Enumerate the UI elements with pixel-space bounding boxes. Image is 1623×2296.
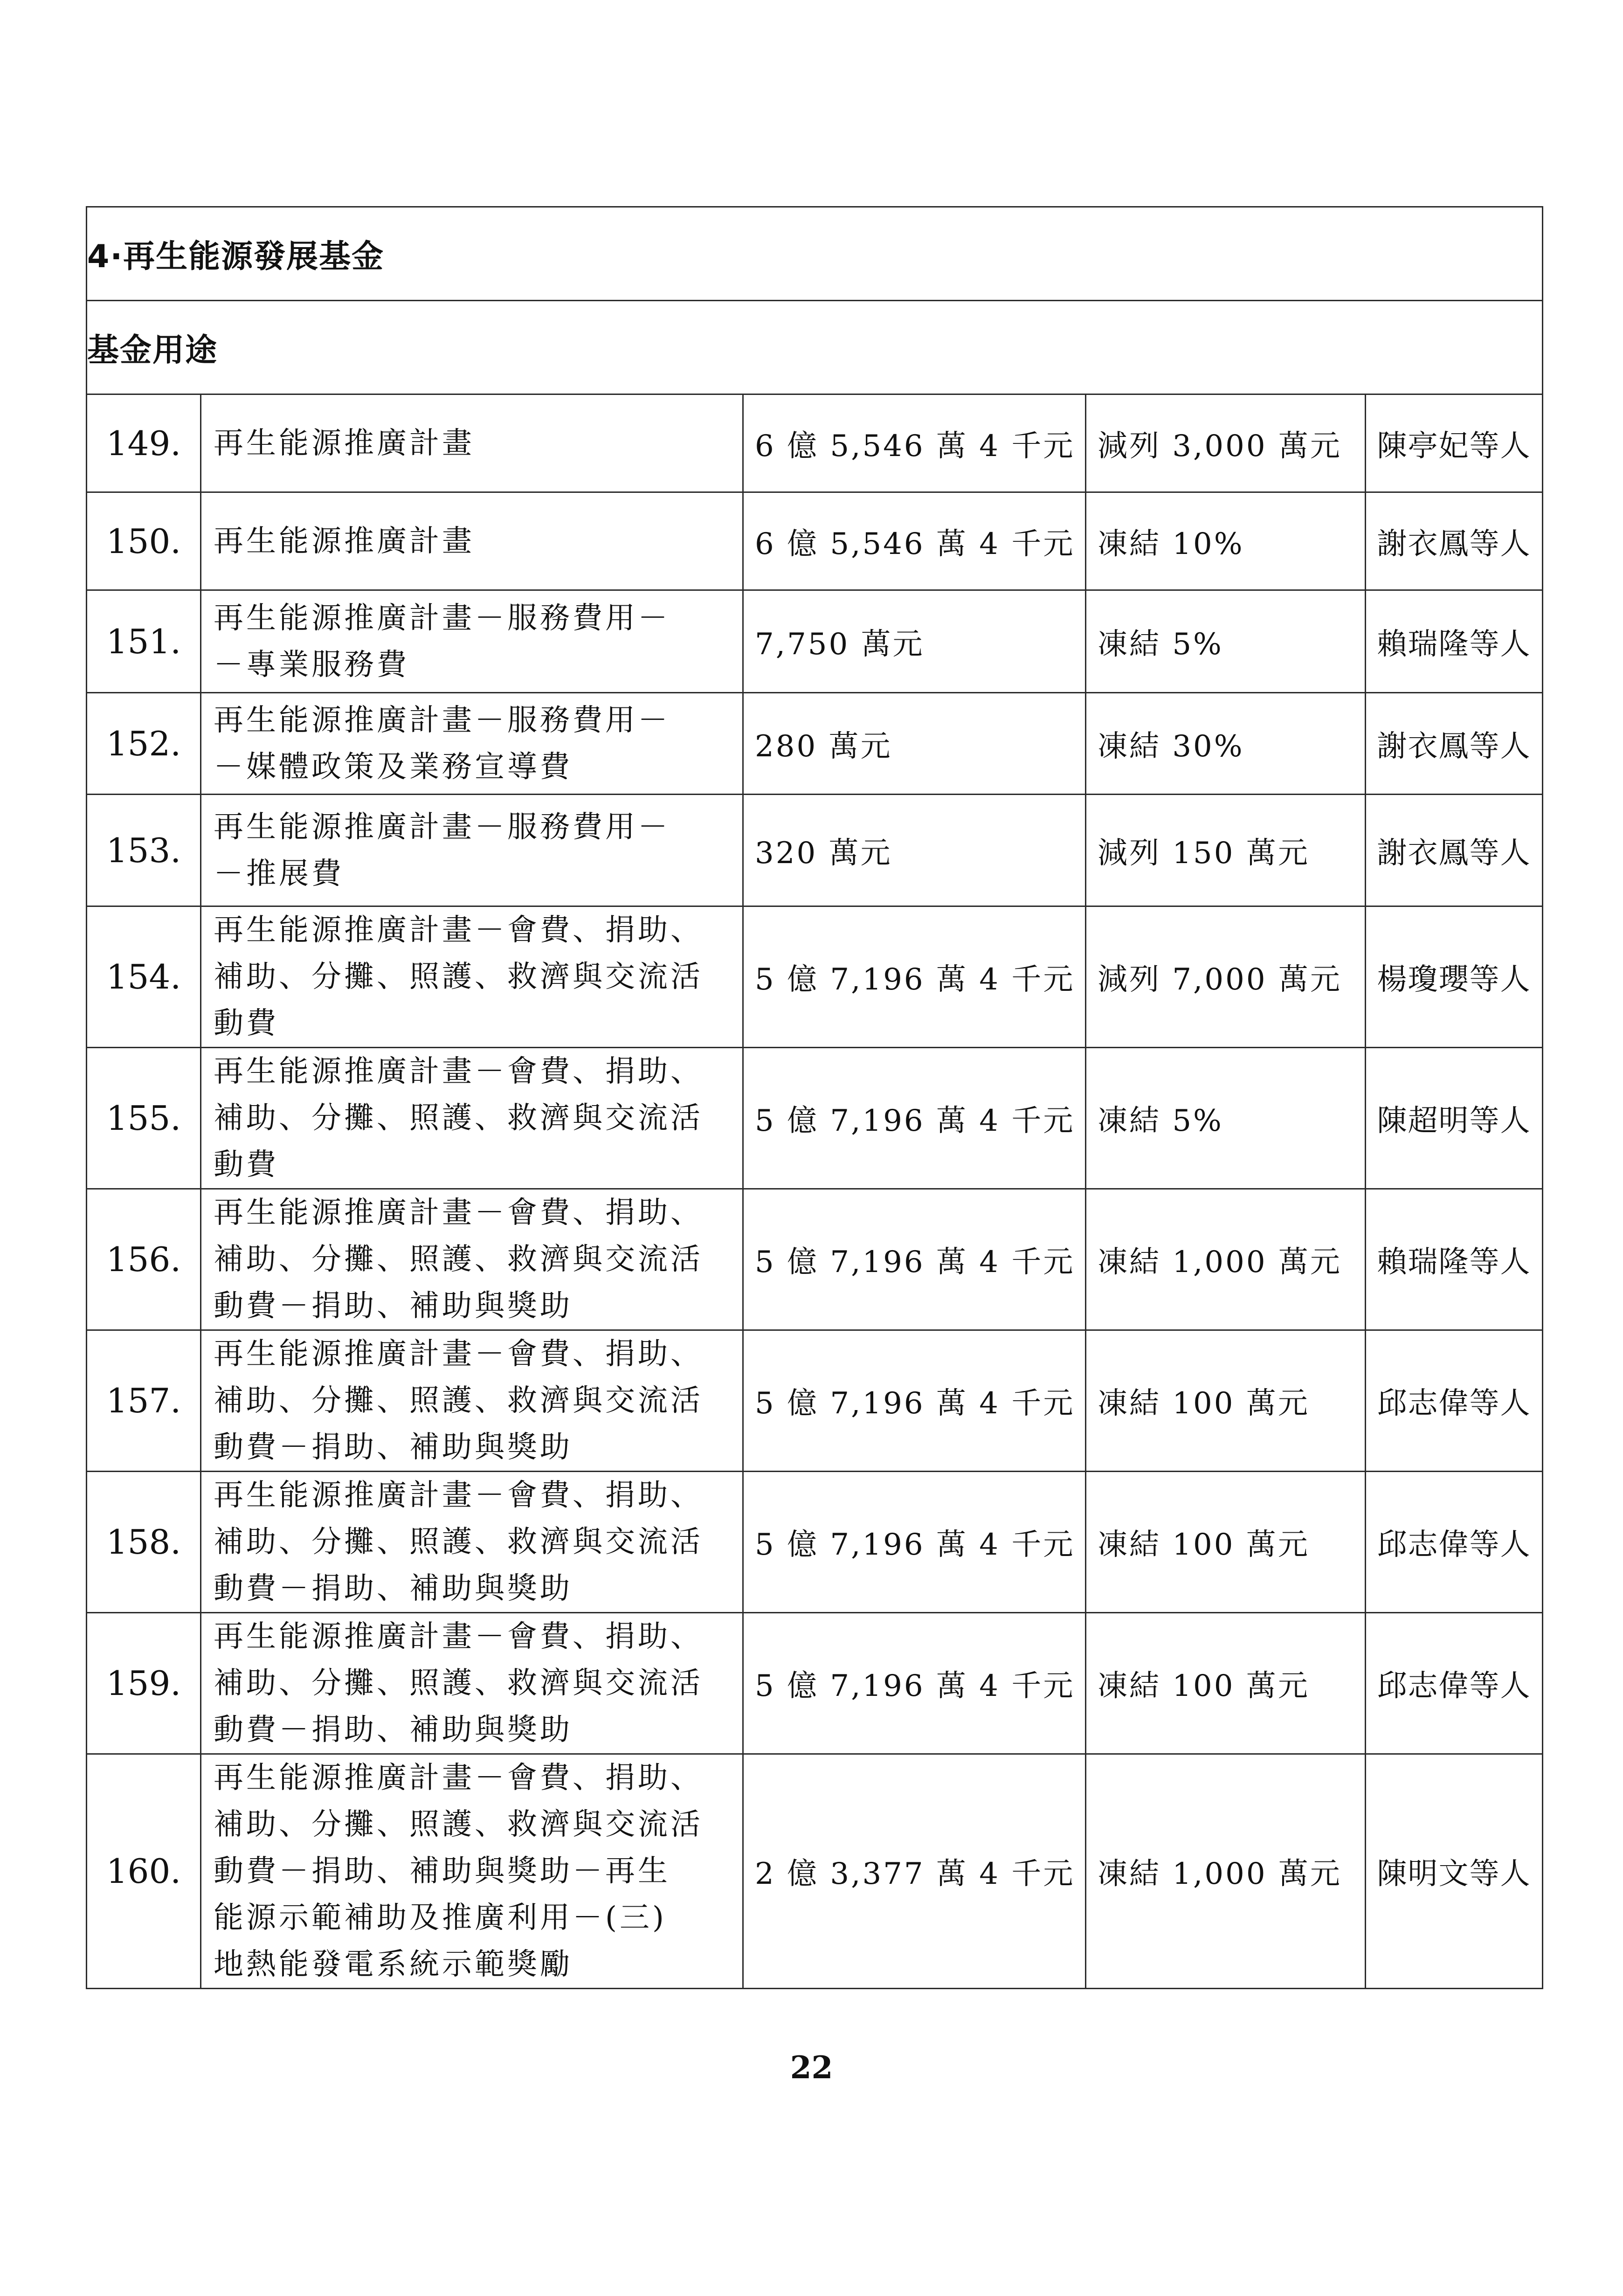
budget-item-line: 補助、分攤、照護、救濟與交流活: [214, 1525, 703, 1559]
proposer: 陳亭妃等人: [1366, 394, 1543, 492]
budget-item-line: 動費－捐助、補助與獎助: [214, 1571, 573, 1606]
budget-item: [201, 1330, 743, 1472]
budget-amount: 5 億 7,196 萬 4 千元: [743, 1330, 1086, 1472]
budget-item-line: 再生能源推廣計畫－會費、捐助、: [214, 1054, 703, 1089]
proposed-action: 減列 150 萬元: [1086, 795, 1366, 906]
budget-item-line: 再生能源推廣計畫－會費、捐助、: [214, 1761, 703, 1795]
row-number: 155.: [87, 1048, 201, 1189]
proposed-action: 凍結 1,000 萬元: [1086, 1189, 1366, 1330]
budget-item-line: 動費－捐助、補助與獎助: [214, 1430, 573, 1465]
proposer: 謝衣鳳等人: [1366, 693, 1543, 795]
row-number: 153.: [87, 795, 201, 906]
row-number: 150.: [87, 492, 201, 590]
table-row: [87, 693, 1543, 795]
budget-item: [201, 906, 743, 1048]
budget-item-line: －專業服務費: [214, 647, 409, 682]
budget-amount: 320 萬元: [743, 795, 1086, 906]
budget-item-line: 動費－捐助、補助與獎助－再生: [214, 1854, 670, 1888]
proposed-action: 凍結 1,000 萬元: [1086, 1754, 1366, 1989]
budget-item-line: 補助、分攤、照護、救濟與交流活: [214, 1101, 703, 1135]
table-row: [87, 1330, 1543, 1472]
budget-amount: 2 億 3,377 萬 4 千元: [743, 1754, 1086, 1989]
table-row: [87, 394, 1543, 492]
budget-item-line: －媒體政策及業務宣導費: [214, 749, 573, 784]
budget-item: [201, 1613, 743, 1754]
proposer: 謝衣鳳等人: [1366, 492, 1543, 590]
budget-item-line: 再生能源推廣計畫－會費、捐助、: [214, 913, 703, 947]
table-row: [87, 1754, 1543, 1989]
proposer: 謝衣鳳等人: [1366, 795, 1543, 906]
budget-item-line: 地熱能發電系統示範獎勵: [214, 1947, 573, 1982]
budget-amount: 280 萬元: [743, 693, 1086, 795]
proposer: 賴瑞隆等人: [1366, 1189, 1543, 1330]
row-number: 160.: [87, 1754, 201, 1989]
budget-item-line: 再生能源推廣計畫: [214, 426, 475, 461]
row-number: 157.: [87, 1330, 201, 1472]
proposer: 邱志偉等人: [1366, 1330, 1543, 1472]
budget-item-line: 再生能源推廣計畫－會費、捐助、: [214, 1337, 703, 1371]
budget-proposal-table: [86, 206, 1543, 1989]
row-number: 156.: [87, 1189, 201, 1330]
row-number: 151.: [87, 590, 201, 693]
proposed-action: 凍結 100 萬元: [1086, 1472, 1366, 1613]
budget-item-line: 動費－捐助、補助與獎助: [214, 1289, 573, 1323]
page-number: 22: [790, 2049, 833, 2086]
budget-item: [201, 1472, 743, 1613]
budget-item: [201, 590, 743, 693]
budget-amount: 5 億 7,196 萬 4 千元: [743, 1048, 1086, 1189]
section-title: 4·再生能源發展基金: [87, 207, 1543, 301]
subsection-title: 基金用途: [87, 301, 1543, 394]
row-number: 149.: [87, 394, 201, 492]
table-row: [87, 906, 1543, 1048]
budget-item: [201, 394, 743, 492]
proposed-action: 凍結 100 萬元: [1086, 1613, 1366, 1754]
budget-amount: 6 億 5,546 萬 4 千元: [743, 394, 1086, 492]
table-row: [87, 1613, 1543, 1754]
budget-item-line: 動費: [214, 1148, 279, 1182]
proposed-action: 凍結 5%: [1086, 590, 1366, 693]
budget-item: [201, 693, 743, 795]
proposer: 陳明文等人: [1366, 1754, 1543, 1989]
budget-amount: 5 億 7,196 萬 4 千元: [743, 906, 1086, 1048]
budget-item: [201, 1048, 743, 1189]
proposed-action: 凍結 5%: [1086, 1048, 1366, 1189]
table-row: [87, 795, 1543, 906]
budget-item-line: 動費－捐助、補助與獎助: [214, 1713, 573, 1747]
budget-amount: 6 億 5,546 萬 4 千元: [743, 492, 1086, 590]
budget-item-line: 再生能源推廣計畫－服務費用－: [214, 703, 670, 738]
budget-item-line: 補助、分攤、照護、救濟與交流活: [214, 1383, 703, 1418]
budget-item-line: －推展費: [214, 856, 344, 891]
budget-item-line: 再生能源推廣計畫－服務費用－: [214, 809, 670, 844]
budget-amount: 5 億 7,196 萬 4 千元: [743, 1613, 1086, 1754]
proposer: 陳超明等人: [1366, 1048, 1543, 1189]
proposed-action: 凍結 30%: [1086, 693, 1366, 795]
budget-item-line: 再生能源推廣計畫－會費、捐助、: [214, 1619, 703, 1654]
proposer: 楊瓊瓔等人: [1366, 906, 1543, 1048]
budget-item-line: 再生能源推廣計畫－服務費用－: [214, 601, 670, 636]
budget-amount: 5 億 7,196 萬 4 千元: [743, 1472, 1086, 1613]
table-row: [87, 1048, 1543, 1189]
budget-item-line: 能源示範補助及推廣利用－(三): [214, 1901, 667, 1935]
budget-item-line: 再生能源推廣計畫－會費、捐助、: [214, 1196, 703, 1230]
table-row: [87, 492, 1543, 590]
proposer: 邱志偉等人: [1366, 1472, 1543, 1613]
proposed-action: 減列 7,000 萬元: [1086, 906, 1366, 1048]
row-number: 158.: [87, 1472, 201, 1613]
budget-item-line: 補助、分攤、照護、救濟與交流活: [214, 960, 703, 994]
proposer: 邱志偉等人: [1366, 1613, 1543, 1754]
budget-item-line: 補助、分攤、照護、救濟與交流活: [214, 1807, 703, 1842]
budget-item: [201, 1189, 743, 1330]
budget-item: [201, 795, 743, 906]
budget-amount: 5 億 7,196 萬 4 千元: [743, 1189, 1086, 1330]
budget-item-line: 再生能源推廣計畫－會費、捐助、: [214, 1478, 703, 1513]
table-row: [87, 1472, 1543, 1613]
table-row: [87, 1189, 1543, 1330]
proposed-action: 凍結 100 萬元: [1086, 1330, 1366, 1472]
subsection-header-row: [87, 301, 1543, 394]
proposed-action: 減列 3,000 萬元: [1086, 394, 1366, 492]
budget-item-line: 補助、分攤、照護、救濟與交流活: [214, 1666, 703, 1701]
budget-item: [201, 1754, 743, 1989]
budget-item-line: 動費: [214, 1006, 279, 1041]
budget-item-line: 補助、分攤、照護、救濟與交流活: [214, 1242, 703, 1277]
row-number: 152.: [87, 693, 201, 795]
proposed-action: 凍結 10%: [1086, 492, 1366, 590]
row-number: 154.: [87, 906, 201, 1048]
proposer: 賴瑞隆等人: [1366, 590, 1543, 693]
budget-item-line: 再生能源推廣計畫: [214, 524, 475, 559]
budget-amount: 7,750 萬元: [743, 590, 1086, 693]
row-number: 159.: [87, 1613, 201, 1754]
section-header-row: [87, 207, 1543, 301]
budget-item: [201, 492, 743, 590]
table-row: [87, 590, 1543, 693]
